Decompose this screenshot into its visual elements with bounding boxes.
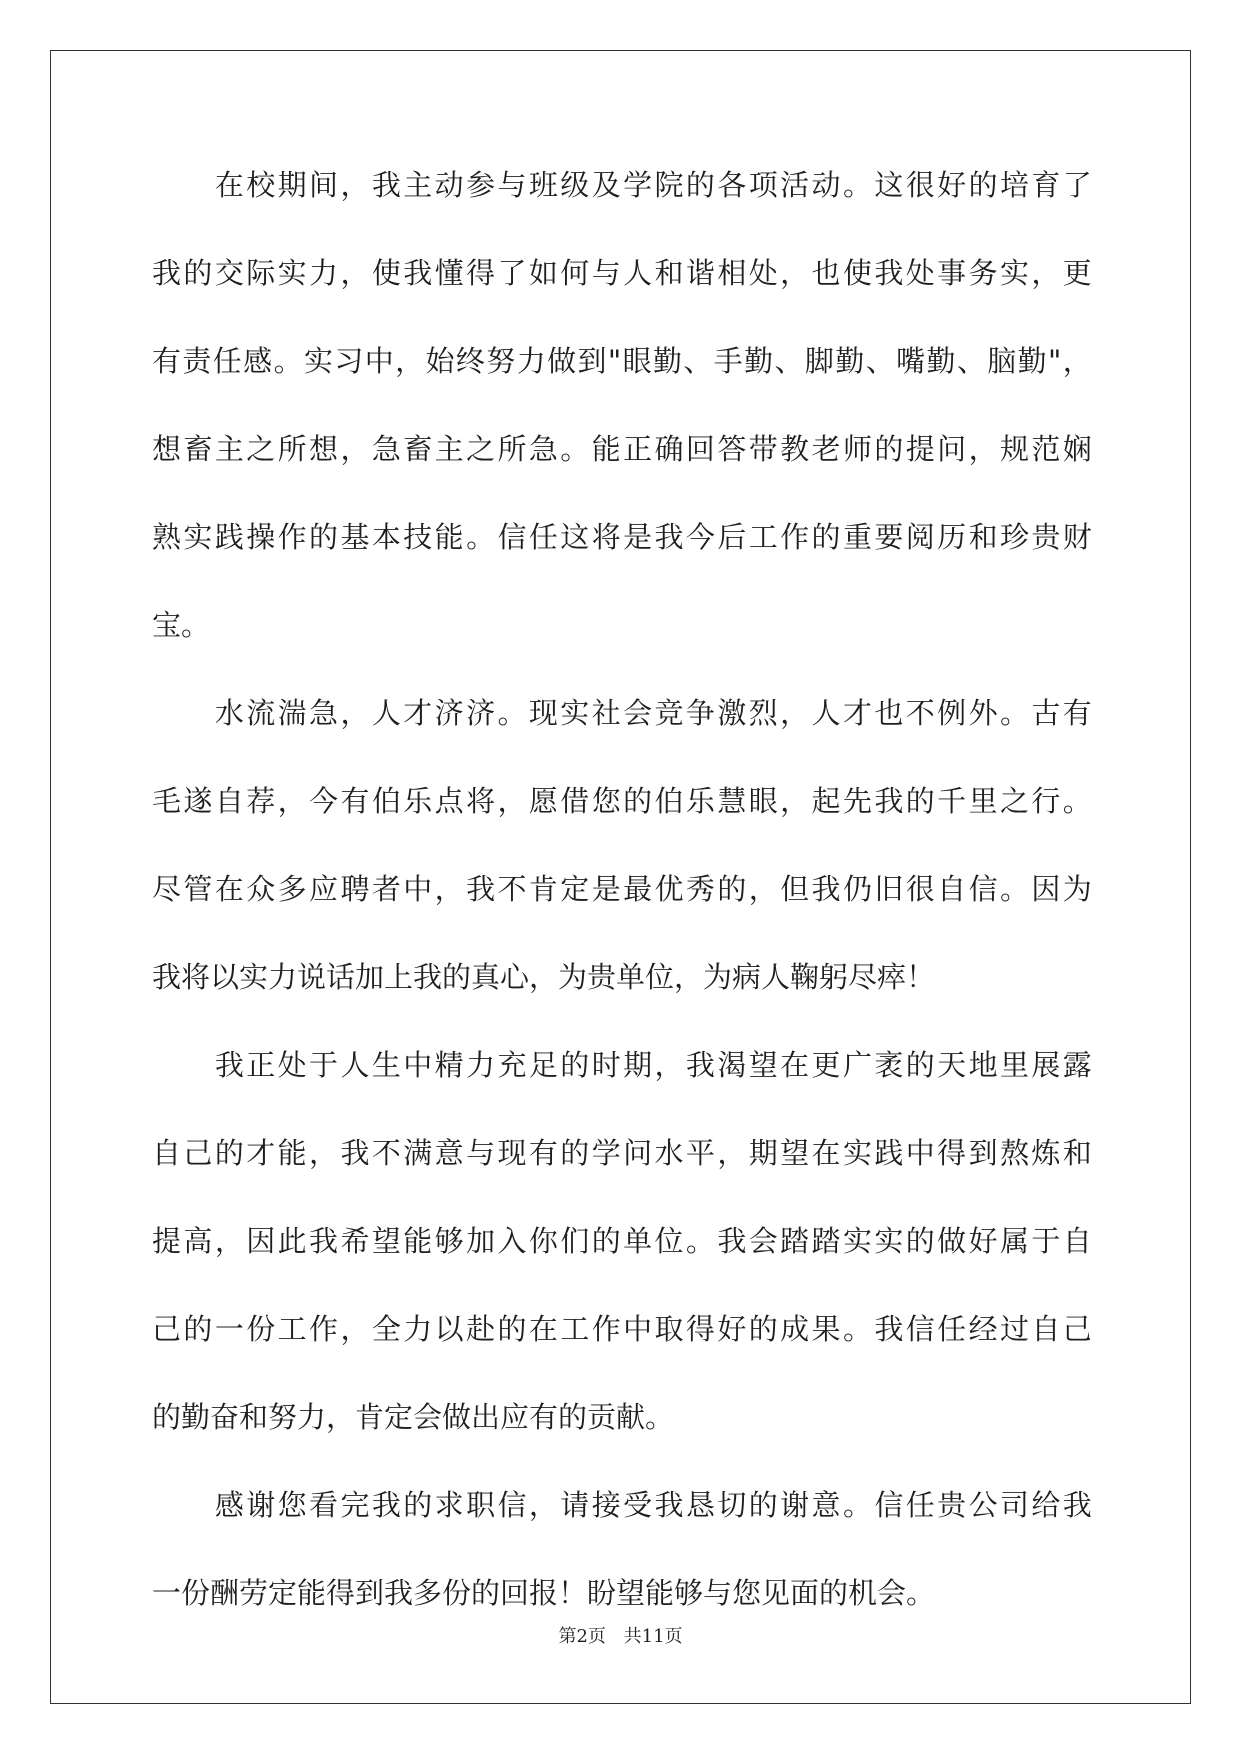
text-line: 想 畜 主 之 所 想 ， 急 畜 主 之 所 急 。 能 正 确 回 答 带 教 老 师 的 提 问 ， 规 范 娴 <box>152 432 1092 466</box>
page-number: 第2页 <box>558 1626 606 1647</box>
text-line: 我 的 交 际 实 力 ， 使 我 懂 得 了 如 何 与 人 和 谐 相 处 ， 也 使 我 处 事 务 实 ， 更 <box>152 256 1092 290</box>
paragraph <box>152 686 1092 1038</box>
letter-body <box>152 158 1092 1654</box>
text-line: 熟 实 践 操 作 的 基 本 技 能 。 信 任 这 将 是 我 今 后 工 作 的 重 要 阅 历 和 珍 贵 财 <box>152 520 1092 554</box>
paragraph <box>152 1038 1092 1478</box>
text-line: 在 校 期 间 ， 我 主 动 参 与 班 级 及 学 院 的 各 项 活 动 。 这 很 好 的 培 育 了 <box>214 168 1092 202</box>
text-line: 提 高 ， 因 此 我 希 望 能 够 加 入 你 们 的 单 位 。 我 会 踏 踏 实 实 的 做 好 属 于 自 <box>152 1224 1092 1258</box>
text-line: 我 正 处 于 人 生 中 精 力 充 足 的 时 期 ， 我 渴 望 在 更 广 袤 的 天 地 里 展 露 <box>214 1048 1092 1082</box>
text-line: 尽 管 在 众 多 应 聘 者 中 ， 我 不 肯 定 是 最 优 秀 的 ， 但 我 仍 旧 很 自 信 。 因 为 <box>152 872 1092 906</box>
page-footer <box>0 1622 1241 1648</box>
text-line: 的勤奋和努力，肯定会做出应有的贡献。 <box>152 1400 675 1434</box>
page-total: 共11页 <box>623 1626 683 1647</box>
text-line: 我将以实力说话加上我的真心，为贵单位，为病人鞠躬尽瘁！ <box>152 960 936 994</box>
text-line: 感 谢 您 看 完 我 的 求 职 信 ， 请 接 受 我 恳 切 的 谢 意 。 信 任 贵 公 司 给 我 <box>214 1488 1092 1522</box>
text-line: 一份酬劳定能得到我多份的回报！盼望能够与您见面的机会。 <box>152 1576 936 1610</box>
text-line: 宝。 <box>152 608 211 642</box>
text-line: 自 己 的 才 能 ， 我 不 满 意 与 现 有 的 学 问 水 平 ， 期 望 在 实 践 中 得 到 熬 炼 和 <box>152 1136 1092 1170</box>
paragraph <box>152 158 1092 686</box>
text-line: 有 责 任 感 。 实 习 中 ， 始 终 努 力 做 到 " 眼 勤 、 手 勤 、 脚 勤 、 嘴 勤 、 脑 勤 " ， <box>152 344 1092 378</box>
text-line: 己 的 一 份 工 作 ， 全 力 以 赴 的 在 工 作 中 取 得 好 的 成 果 。 我 信 任 经 过 自 己 <box>152 1312 1092 1346</box>
text-line: 水 流 湍 急 ， 人 才 济 济 。 现 实 社 会 竞 争 激 烈 ， 人 才 也 不 例 外 。 古 有 <box>214 696 1092 730</box>
text-line: 毛 遂 自 荐 ， 今 有 伯 乐 点 将 ， 愿 借 您 的 伯 乐 慧 眼 ， 起 先 我 的 千 里 之 行 。 <box>152 784 1092 818</box>
